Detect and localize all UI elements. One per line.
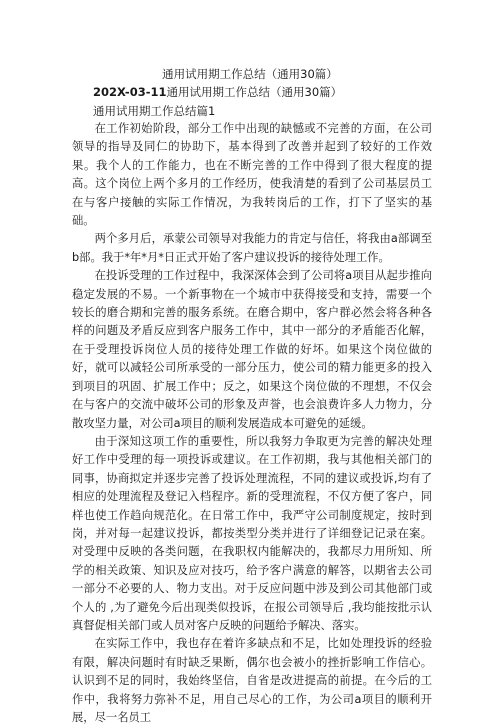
document-body (72, 120, 432, 727)
paragraph: 由于深知这项工作的重要性，所以我努力争取更为完善的解决处理好工作中受理的每一项投诉或建议。在工作初期，我与其他相关部门的同事，协商拟定并逐步完善了投诉处理流程，不同的建议或投诉,均有了相应的处理流程及登记入档程序。新的受理流程，不仅方便了客户，同样也使工作趋向规范化。在日常工作中，我严守公司制度规定，按时到岗，并对每一起建议投诉，都按类型分类并进行了详细登记记录在案。对受理中反映的各类问题，在我职权内能解决的，我都尽力用所知、所学的相关政策、知识及应对技巧，给予客户满意的解答，以期省去公司一部分不必要的人、物力支出。对于反应问题中涉及到公司其他部门或个人的 ,为了避免今后出现类似投诉，在报公司领导后 ,我均能按批示认真督促相关部门或人员对客户反映的问题给予解决、落实。 (72, 434, 432, 632)
paragraph: 在投诉受理的工作过程中，我深深体会到了公司将a项目从起步推向稳定发展的不易。一个新事物在一个城市中获得接受和支持，需要一个较长的磨合期和完善的服务系统。在磨合期中，客户群必然会将各种各样的问题及矛盾反应到客户服务工作中，其中一部分的矛盾能否化解，在于受理投诉岗位人员的接待处理工作做的好坏。如果这个岗位做的好，就可以减轻公司所承受的一部分压力，使公司的精力能更多的投入到项目的巩固、扩展工作中；反之，如果这个岗位做的不理想，不仅会在与客户的交流中破坏公司的形象及声誉，也会浪费许多人力物力，分散攻坚力量，对公司a项目的顺利发展造成本可避免的延缓。 (72, 269, 432, 430)
document-date: 202X-03-11 (93, 85, 167, 99)
paragraph: 在工作初始阶段，部分工作中出现的缺憾或不完善的方面，在公司领导的指导及同仁的协助下，基本得到了改善并起到了较好的工作效果。我个人的工作能力，也在不断完善的工作中得到了很大程度的提高。这个岗位上两个多月的工作经历，使我清楚的看到了公司基层员工在与客户接触的实际工作情况，为我转岗后的工作，打下了坚实的基础。 (72, 122, 432, 228)
document-subtitle-text: 通用试用期工作总结（通用30篇） (166, 85, 343, 99)
paragraph: 两个多月后，承蒙公司领导对我能力的肯定与信任，将我由a部调至b部。我于*年*月*日正式开始了客户建议投诉的接待处理工作。 (72, 232, 432, 264)
document-title: 通用试用期工作总结（通用30篇） (162, 67, 338, 81)
paragraph: 在实际工作中，我也存在着许多缺点和不足，比如处理投诉的经验有限，解决问题时有时缺乏果断，偶尔也会被小的挫折影响工作信心。认识到不足的同时，我始终坚信，自省是改进提高的前提。在今后的工作中，我将努力弥补不足，用自己尽心的工作，为公司a项目的顺利开展，尽一名员工 (72, 637, 432, 724)
document-subtitle (93, 84, 342, 100)
section-heading: 通用试用期工作总结篇1 (93, 104, 216, 118)
